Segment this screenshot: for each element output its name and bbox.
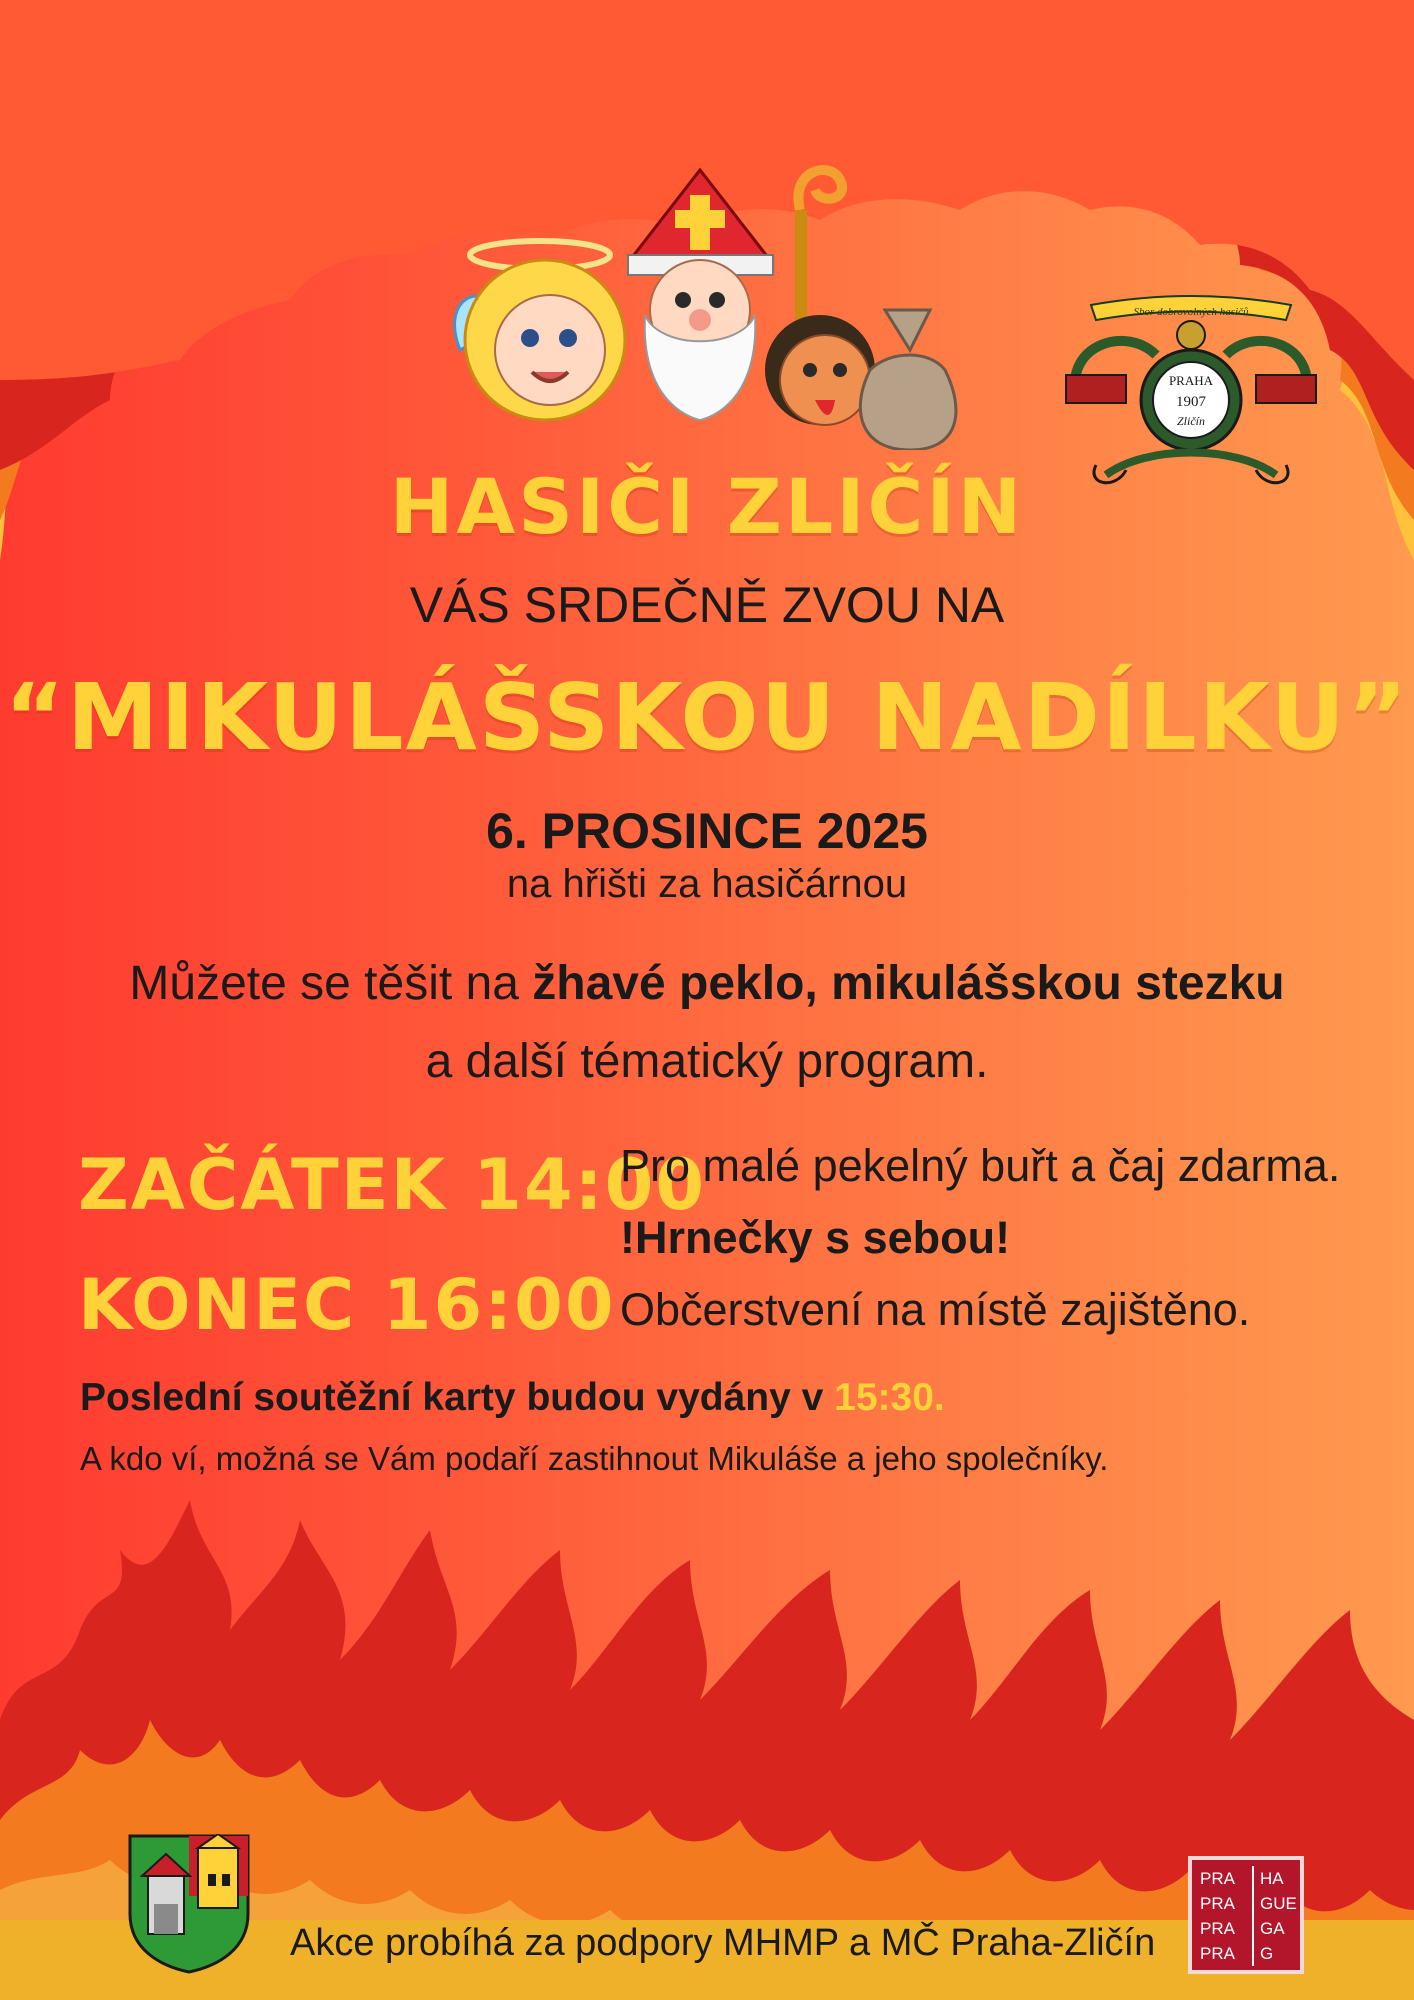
- cards-time: 15:30.: [834, 1376, 945, 1419]
- praha-logo-text: PRA: [1200, 1869, 1235, 1888]
- event-name: “MIKULÁŠSKOU NADÍLKU”: [4, 664, 1410, 771]
- footer-support-text: Akce probíhá za podpory MHMP a MČ Praha-Zličín: [290, 1922, 1156, 1964]
- praha-logo-text: GA: [1260, 1919, 1285, 1938]
- praha-logo-text: PRA: [1200, 1919, 1235, 1938]
- praha-logo-right-column: [1252, 1866, 1297, 1966]
- emblem-banner-text: Sbor dobrovolných hasičů: [1133, 306, 1249, 318]
- emblem-city-text: PRAHA: [1168, 373, 1214, 388]
- praha-logo-text: G: [1260, 1944, 1274, 1963]
- event-location: na hřišti za hasičárnou: [506, 862, 908, 906]
- program-highlight: žhavé peklo, mikulášskou stezku: [532, 957, 1285, 1010]
- start-time: ZAČÁTEK 14:00: [78, 1144, 707, 1226]
- emblem-place-text: Zličín: [1176, 414, 1206, 428]
- praha-logo-left-column: [1200, 1866, 1235, 1966]
- praha-logo-text: PRA: [1200, 1944, 1235, 1963]
- info-food: Pro malé pekelný buřt a čaj zdarma.: [620, 1140, 1341, 1191]
- organizer-title: HASIČI ZLIČÍN: [389, 462, 1025, 551]
- cards-notice: [80, 1376, 945, 1420]
- program-prefix: Můžete se těšit na: [129, 957, 533, 1010]
- praha-logo: [1188, 1856, 1304, 1974]
- invite-text: VÁS SRDEČNĚ ZVOU NA: [409, 577, 1005, 633]
- praha-logo-text: GUE: [1260, 1894, 1297, 1913]
- program-line-1: [0, 956, 1414, 1011]
- characters-illustration: [440, 150, 980, 450]
- closing-note: A kdo ví, možná se Vám podaří zastihnout Mikuláše a jeho společníky.: [80, 1440, 1109, 1477]
- praha-logo-text: PRA: [1200, 1894, 1235, 1913]
- zlicin-coat-of-arms: [128, 1834, 250, 1974]
- event-date: 6. PROSINCE 2025: [486, 803, 928, 859]
- info-refreshments: Občerstvení na místě zajištěno.: [620, 1284, 1251, 1335]
- emblem-year-text: 1907: [1176, 394, 1206, 410]
- program-line-2: a další tématický program.: [425, 1035, 989, 1088]
- info-mugs: !Hrnečky s sebou!: [620, 1212, 1011, 1263]
- praha-logo-text: HA: [1260, 1869, 1284, 1888]
- cards-text: Poslední soutěžní karty budou vydány v: [80, 1376, 835, 1419]
- end-time: KONEC 16:00: [78, 1264, 616, 1346]
